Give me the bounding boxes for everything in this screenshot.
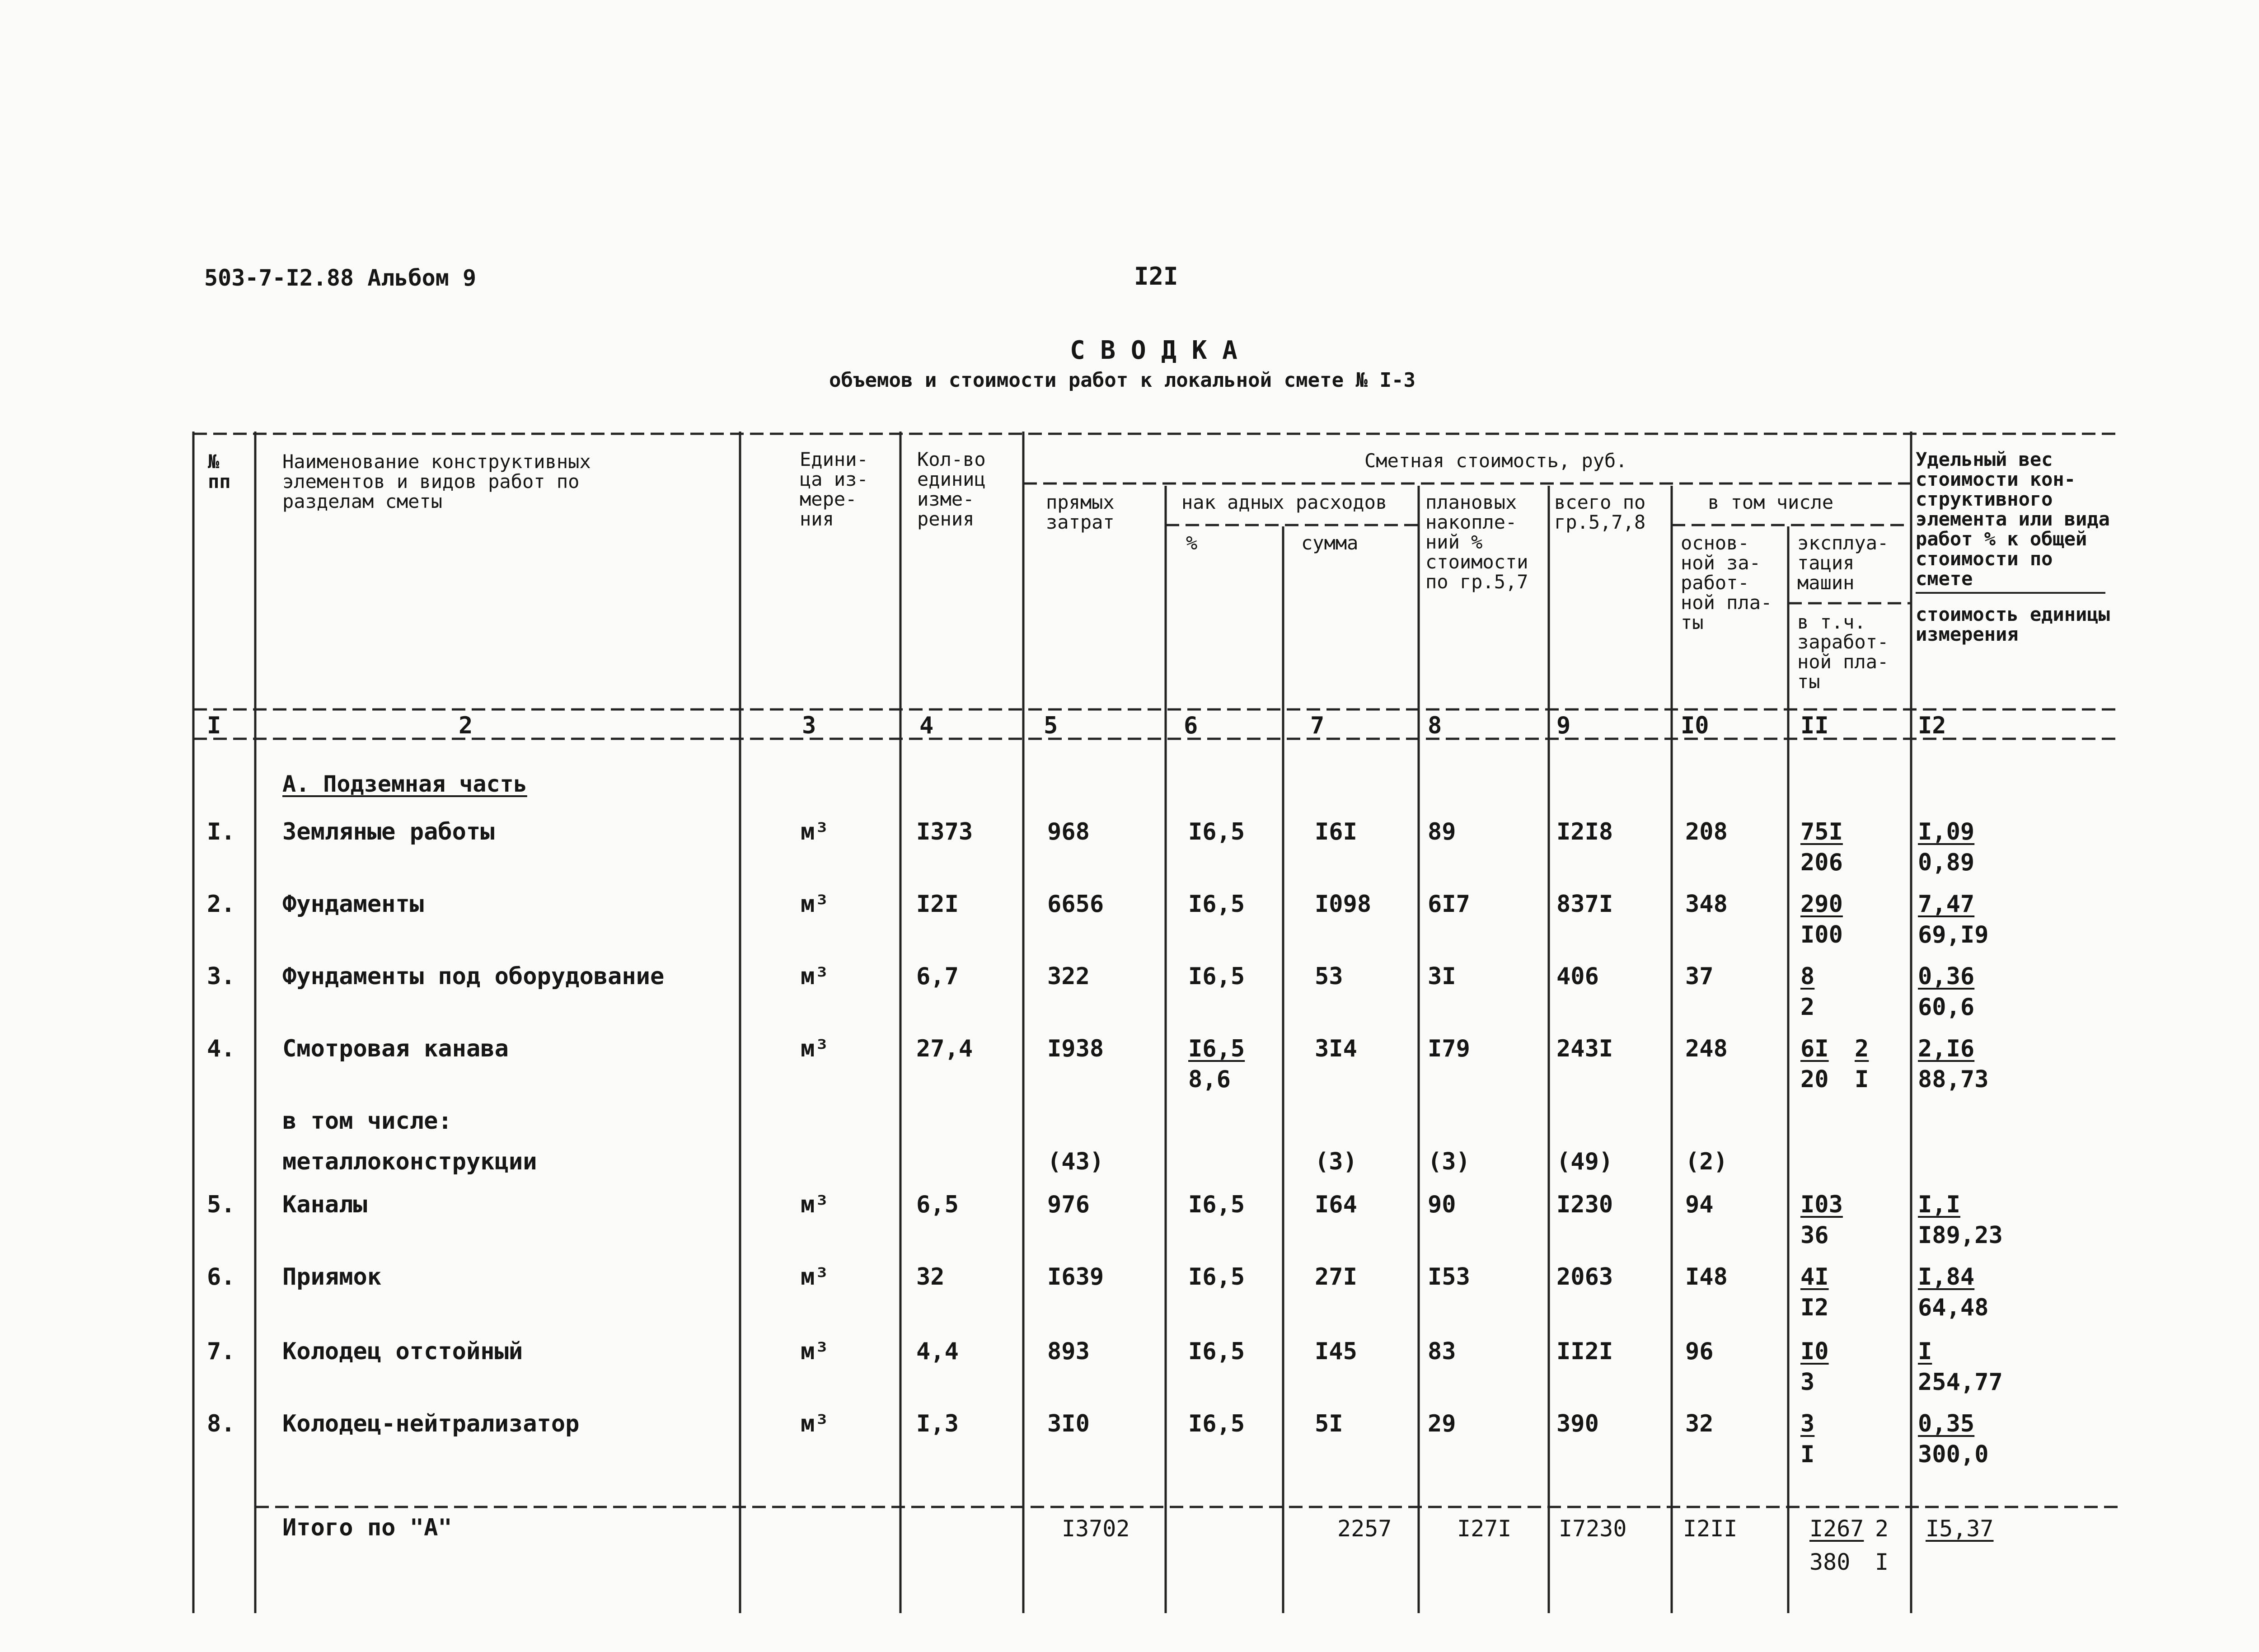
cell-pct: I6,5	[1188, 1263, 1245, 1291]
cell-total: 243I	[1556, 1035, 1613, 1062]
total-planned: I27I	[1457, 1516, 1512, 1542]
header-overhead-sum: сумма	[1301, 532, 1359, 554]
cell-mach2: 2	[1855, 1035, 1869, 1062]
cell-sum: I6I	[1315, 818, 1357, 845]
cell-unit: м³	[801, 963, 829, 990]
cell-direct: 3I0	[1047, 1410, 1090, 1437]
header-name: Наименование конструктивных элементов и видов работ по разделам сметы	[282, 451, 591, 512]
cell-planned: 83	[1428, 1338, 1456, 1365]
total-machines-2: 2	[1875, 1516, 1889, 1542]
total-machines: I267	[1809, 1516, 1864, 1542]
header-wages: основ- ной за- работ- ной пла- ты	[1681, 532, 1772, 634]
cell-planned: I53	[1428, 1263, 1470, 1291]
cell-total: 390	[1556, 1410, 1599, 1437]
header-overhead-group: нак адных расходов	[1181, 491, 1387, 513]
cell-name: Фундаменты под оборудование	[282, 963, 665, 990]
header-incl-group: в том числе	[1708, 491, 1834, 513]
cell-pct: I6,5	[1188, 1035, 1245, 1062]
cell-sum: I45	[1315, 1338, 1357, 1365]
column-number: 7	[1310, 712, 1325, 739]
section-title: А. Подземная часть	[282, 771, 527, 797]
cell-wages: I48	[1685, 1263, 1728, 1291]
cell-unit: м³	[801, 1263, 829, 1291]
cell-unit: м³	[801, 891, 829, 918]
cell-unit: м³	[801, 1191, 829, 1218]
cell-pct: I6,5	[1188, 818, 1245, 845]
header-unit: Едини- ца из- мере- ния	[800, 448, 868, 530]
cell-qty: I2I	[916, 891, 959, 918]
cell-mach: 290	[1800, 891, 1843, 918]
cell-planned: 3I	[1428, 963, 1456, 990]
cell-wages: 248	[1685, 1035, 1728, 1062]
cell-sum: 53	[1315, 963, 1343, 990]
header-direct: прямых затрат	[1046, 491, 1115, 533]
total-machines-wages-2: I	[1875, 1549, 1889, 1575]
column-number: 5	[1044, 712, 1058, 739]
total-wages: I2II	[1683, 1516, 1738, 1542]
header-overhead-pct: %	[1186, 532, 1198, 554]
total-overhead-sum: 2257	[1337, 1516, 1392, 1542]
cell-unit-cost: 0,89	[1918, 849, 1975, 876]
cell-qty: I,3	[916, 1410, 959, 1437]
cell-direct: 893	[1047, 1338, 1090, 1365]
cell-share: 2,I6	[1918, 1035, 1975, 1062]
cell-total: I230	[1556, 1191, 1613, 1218]
cell-direct: 968	[1047, 818, 1090, 845]
cell-name: металлоконструкции	[282, 1148, 537, 1175]
cell-sum: 3I4	[1315, 1035, 1357, 1062]
cell-total: II2I	[1556, 1338, 1613, 1365]
cell-share: 7,47	[1918, 891, 1975, 918]
document-subtitle: объемов и стоимости работ к локальной смете № I-3	[829, 369, 1416, 392]
cell-qty: 27,4	[916, 1035, 973, 1062]
cell-num: 2.	[207, 891, 235, 918]
cell-mach-wages: 2	[1800, 994, 1815, 1021]
header-planned: плановых накопле- ний % стоимости по гр.5,7	[1425, 491, 1528, 593]
cell-wages: 94	[1685, 1191, 1714, 1218]
cell-sum: 5I	[1315, 1410, 1343, 1437]
cell-mach-wages: 3	[1800, 1369, 1815, 1396]
total-all: I7230	[1559, 1516, 1627, 1542]
cell-sum: (3)	[1315, 1148, 1357, 1175]
cell-mach-wages: I2	[1800, 1294, 1829, 1321]
cell-mach: 8	[1800, 963, 1815, 990]
cell-direct: (43)	[1047, 1148, 1104, 1175]
cell-mach: I03	[1800, 1191, 1843, 1218]
header-share: Удельный вес стоимости кон- структивного элемента или вида работ % к общей стоимости по смете	[1916, 448, 2110, 590]
cell-mach: 4I	[1800, 1263, 1829, 1291]
column-number: 6	[1184, 712, 1198, 739]
cell-name: Каналы	[282, 1191, 367, 1218]
cell-wages: 96	[1685, 1338, 1714, 1365]
total-share: I5,37	[1926, 1516, 1994, 1542]
column-number: 9	[1556, 712, 1571, 739]
cell-planned: (3)	[1428, 1148, 1470, 1175]
cell-unit: м³	[801, 1410, 829, 1437]
cell-name: Земляные работы	[282, 818, 495, 845]
cell-total: (49)	[1556, 1148, 1613, 1175]
cell-share: I,I	[1918, 1191, 1960, 1218]
cell-mach-wages: 20	[1800, 1066, 1829, 1093]
cell-wages: 348	[1685, 891, 1728, 918]
cell-planned: 6I7	[1428, 891, 1470, 918]
cell-mach: 6I	[1800, 1035, 1829, 1062]
cell-pct: I6,5	[1188, 1410, 1245, 1437]
cell-num: 4.	[207, 1035, 235, 1062]
cell-total: 406	[1556, 963, 1599, 990]
cell-direct: 976	[1047, 1191, 1090, 1218]
cell-mach-wages: 206	[1800, 849, 1843, 876]
column-number: 2	[459, 712, 473, 739]
cell-share: I,09	[1918, 818, 1975, 845]
column-number: 3	[802, 712, 816, 739]
cell-qty: I373	[916, 818, 973, 845]
cell-pct: I6,5	[1188, 1191, 1245, 1218]
cell-unit-cost: 254,77	[1918, 1369, 2003, 1396]
header-unit-cost: стоимость единицы измерения	[1916, 603, 2110, 645]
header-cost-group: Сметная стоимость, руб.	[1364, 450, 1627, 472]
cell-planned: 89	[1428, 818, 1456, 845]
cell-num: 5.	[207, 1191, 235, 1218]
document-code: 503-7-I2.88 Альбом 9	[204, 265, 477, 291]
cell-unit: м³	[801, 1338, 829, 1365]
cell-name: в том числе:	[282, 1108, 452, 1135]
cell-unit-cost: 64,48	[1918, 1294, 1989, 1321]
cell-pct: I6,5	[1188, 891, 1245, 918]
cell-wages: 32	[1685, 1410, 1714, 1437]
cell-sum: I64	[1315, 1191, 1357, 1218]
column-number: 8	[1428, 712, 1442, 739]
cell-unit: м³	[801, 1035, 829, 1062]
cell-unit-cost: 69,I9	[1918, 921, 1989, 948]
cell-wages: (2)	[1685, 1148, 1728, 1175]
cell-total: 837I	[1556, 891, 1613, 918]
document-title: С В О Д К А	[1070, 336, 1237, 365]
cell-num: I.	[207, 818, 235, 845]
cell-sum: 27I	[1315, 1263, 1357, 1291]
column-number: I0	[1681, 712, 1709, 739]
cell-num: 8.	[207, 1410, 235, 1437]
cell-name: Смотровая канава	[282, 1035, 509, 1062]
header-machines: эксплуа- тация машин	[1797, 532, 1889, 594]
cell-share: 0,36	[1918, 963, 1975, 990]
cell-direct: 322	[1047, 963, 1090, 990]
cell-planned: I79	[1428, 1035, 1470, 1062]
cell-share: I,84	[1918, 1263, 1975, 1291]
cell-direct: I938	[1047, 1035, 1104, 1062]
cell-mach-wages: I	[1800, 1441, 1815, 1468]
cell-direct: 6656	[1047, 891, 1104, 918]
cell-total: 2063	[1556, 1263, 1613, 1291]
header-number: № пп	[208, 451, 231, 493]
column-number: I	[207, 712, 221, 739]
cell-unit-cost: I89,23	[1918, 1222, 2003, 1249]
cell-qty: 4,4	[916, 1338, 959, 1365]
cell-num: 3.	[207, 963, 235, 990]
header-total: всего по гр.5,7,8	[1554, 491, 1646, 533]
cell-wages: 37	[1685, 963, 1714, 990]
column-number: I2	[1918, 712, 1946, 739]
cell-wages: 208	[1685, 818, 1728, 845]
cell-mach: I0	[1800, 1338, 1829, 1365]
cell-name: Фундаменты	[282, 891, 424, 918]
total-label: Итого по "А"	[282, 1514, 452, 1541]
cell-name: Колодец отстойный	[282, 1338, 523, 1365]
cell-unit-cost: 60,6	[1918, 994, 1975, 1021]
cell-pct: I6,5	[1188, 1338, 1245, 1365]
cell-planned: 29	[1428, 1410, 1456, 1437]
cell-sum: I098	[1315, 891, 1372, 918]
cell-num: 6.	[207, 1263, 235, 1291]
cell-mach-wages: I00	[1800, 921, 1843, 948]
cell-pct: I6,5	[1188, 963, 1245, 990]
page-number: I2I	[1134, 262, 1178, 291]
cell-unit: м³	[801, 818, 829, 845]
cell-mach-wages: 36	[1800, 1222, 1829, 1249]
cell-pct2: 8,6	[1188, 1066, 1231, 1093]
header-machines-wages: в т.ч. заработ- ной пла- ты	[1797, 611, 1889, 693]
cell-total: I2I8	[1556, 818, 1613, 845]
cell-qty: 32	[916, 1263, 945, 1291]
header-qty: Кол-во единиц изме- рения	[917, 448, 986, 530]
cell-qty: 6,5	[916, 1191, 959, 1218]
cell-planned: 90	[1428, 1191, 1456, 1218]
cell-unit-cost: 88,73	[1918, 1066, 1989, 1093]
cell-mach: 75I	[1800, 818, 1843, 845]
column-number: II	[1800, 712, 1829, 739]
cell-share: I	[1918, 1338, 1932, 1365]
total-machines-wages: 380	[1809, 1549, 1851, 1575]
cell-mach: 3	[1800, 1410, 1815, 1437]
total-direct: I3702	[1062, 1516, 1130, 1542]
cell-unit-cost: 300,0	[1918, 1441, 1989, 1468]
cell-direct: I639	[1047, 1263, 1104, 1291]
cell-name: Приямок	[282, 1263, 382, 1291]
cell-share: 0,35	[1918, 1410, 1975, 1437]
cell-name: Колодец-нейтрализатор	[282, 1410, 580, 1437]
column-number: 4	[919, 712, 934, 739]
cell-num: 7.	[207, 1338, 235, 1365]
cell-qty: 6,7	[916, 963, 959, 990]
cell-mach-wages2: I	[1855, 1066, 1869, 1093]
